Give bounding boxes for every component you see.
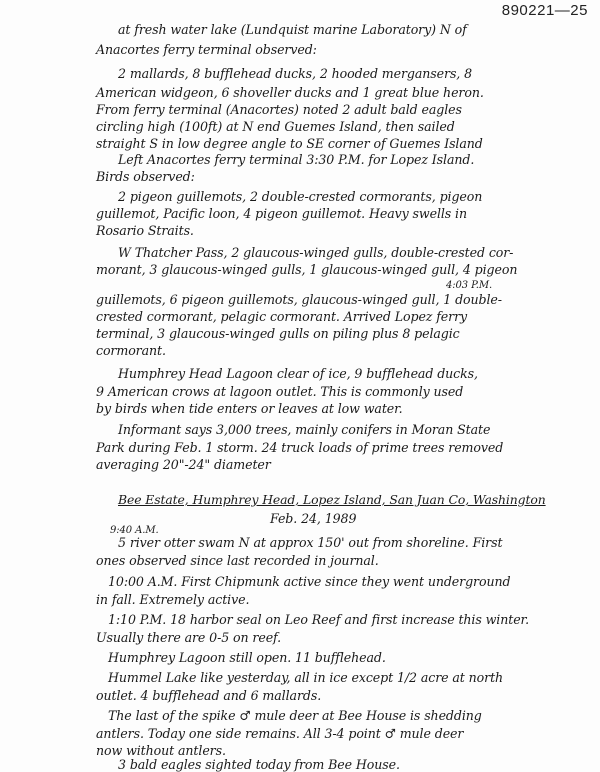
text-line: 2 pigeon guillemots, 2 double-crested cormorants, pigeon	[118, 189, 483, 204]
text-line: 1:10 P.M. 18 harbor seal on Leo Reef and first increase this winter.	[108, 612, 529, 627]
text-line: Informant says 3,000 trees, mainly conifers in Moran State	[118, 422, 491, 437]
text-line: ones observed since last recorded in journal.	[96, 553, 379, 568]
text-line: 9 American crows at lagoon outlet. This is commonly used	[96, 384, 464, 399]
text-line: Hummel Lake like yesterday, all in ice except 1/2 acre at north	[108, 670, 504, 685]
text-line: cormorant.	[96, 343, 166, 358]
text-line: guillemots, 6 pigeon guillemots, glaucous-winged gull, 1 double-	[96, 292, 502, 307]
entry-heading: Bee Estate, Humphrey Head, Lopez Island, San Juan Co, Washington	[118, 492, 546, 507]
time-note: 9:40 A.M.	[110, 525, 159, 536]
text-line: 5 river otter swam N at approx 150' out from shoreline. First	[118, 535, 503, 550]
text-line: American widgeon, 6 shoveller ducks and 1 great blue heron.	[96, 85, 484, 100]
text-line: crested cormorant, pelagic cormorant. Arrived Lopez ferry	[96, 309, 467, 324]
text-line: Anacortes ferry terminal observed:	[96, 42, 317, 57]
text-line: guillemot, Pacific loon, 4 pigeon guillemot. Heavy swells in	[96, 206, 468, 221]
text-line: morant, 3 glaucous-winged gulls, 1 glaucous-winged gull, 4 pigeon	[96, 262, 518, 277]
text-line: at fresh water lake (Lundquist marine Laboratory) N of	[118, 22, 467, 37]
text-line: straight S in low degree angle to SE corner of Guemes Island	[96, 136, 483, 151]
text-line: in fall. Extremely active.	[96, 592, 250, 607]
entry-date: Feb. 24, 1989	[270, 511, 357, 526]
text-line: antlers. Today one side remains. All 3-4 point ♂ mule deer	[96, 726, 464, 741]
text-line: 2 mallards, 8 bufflehead ducks, 2 hooded mergansers, 8	[118, 66, 473, 81]
text-line: Park during Feb. 1 storm. 24 truck loads of prime trees removed	[96, 440, 504, 455]
text-line: terminal, 3 glaucous-winged gulls on piling plus 8 pelagic	[96, 326, 460, 341]
text-line: Birds observed:	[96, 169, 195, 184]
document-id: 890221—25	[501, 2, 588, 19]
text-line: Humphrey Head Lagoon clear of ice, 9 bufflehead ducks,	[118, 366, 478, 381]
text-line: Usually there are 0-5 on reef.	[96, 630, 282, 645]
text-line: outlet. 4 bufflehead and 6 mallards.	[96, 688, 322, 703]
text-line: 10:00 A.M. First Chipmunk active since they went underground	[108, 574, 511, 589]
time-note: 4:03 P.M.	[446, 280, 493, 291]
text-line: Rosario Straits.	[96, 223, 194, 238]
text-line: Left Anacortes ferry terminal 3:30 P.M. for Lopez Island.	[118, 152, 475, 167]
text-line: 3 bald eagles sighted today from Bee House.	[118, 757, 400, 772]
text-line: circling high (100ft) at N end Guemes Island, then sailed	[96, 119, 455, 134]
text-line: W Thatcher Pass, 2 glaucous-winged gulls, double-crested cor-	[118, 245, 514, 260]
text-line: The last of the spike ♂ mule deer at Bee House is shedding	[108, 708, 482, 723]
text-line: averaging 20"-24" diameter	[96, 457, 271, 472]
text-line: Humphrey Lagoon still open. 11 bufflehead.	[108, 650, 386, 665]
text-line: From ferry terminal (Anacortes) noted 2 adult bald eagles	[96, 102, 462, 117]
text-line: now without antlers.	[96, 743, 226, 758]
text-line: by birds when tide enters or leaves at low water.	[96, 401, 403, 416]
